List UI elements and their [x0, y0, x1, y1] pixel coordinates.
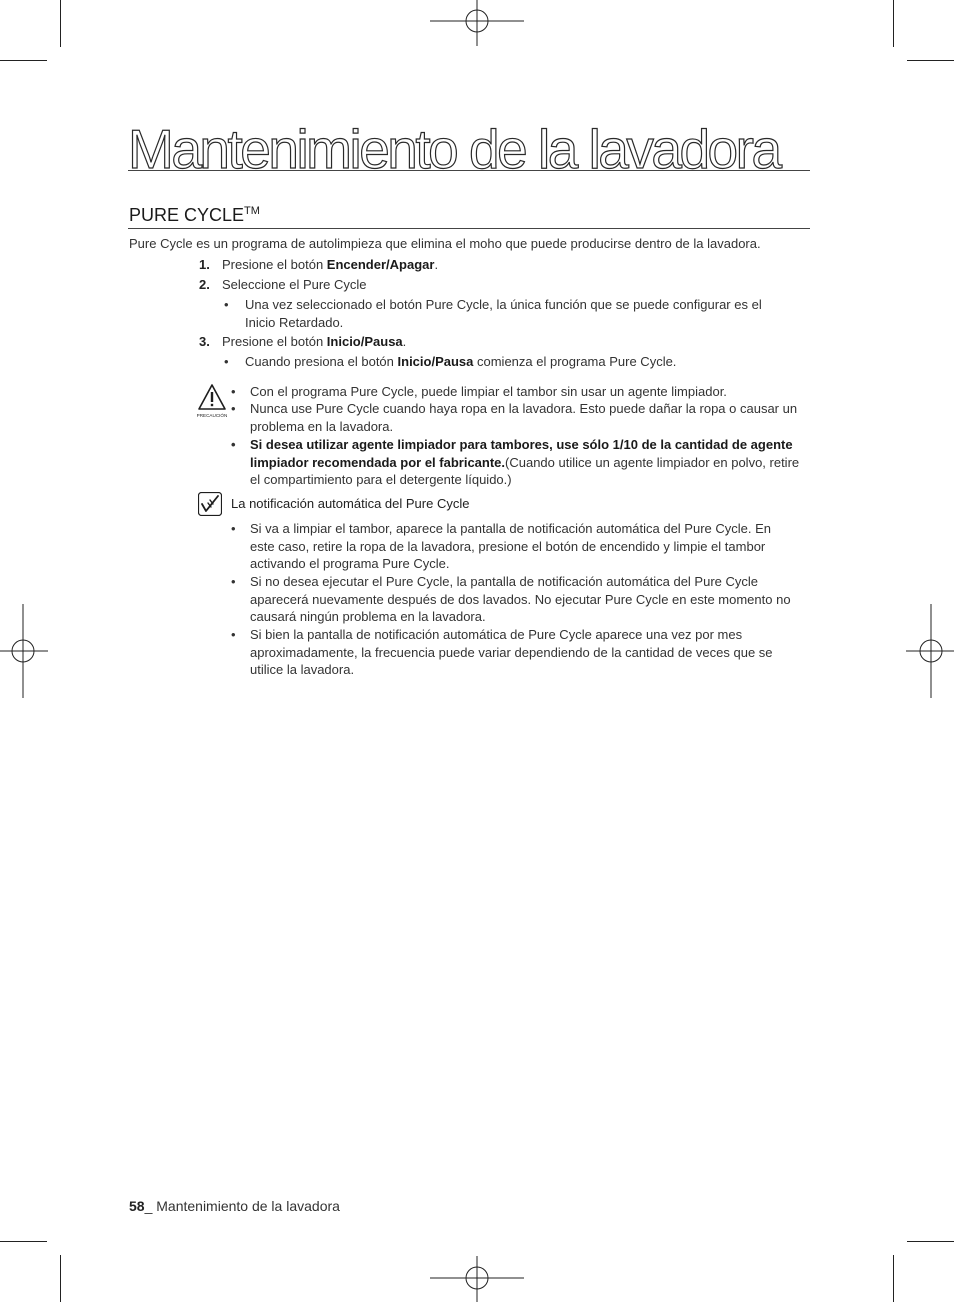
- crop-mark: [0, 60, 47, 61]
- note-bullet: Si bien la pantalla de notificación automática de Pure Cycle aparece una vez por mes aproximadamente, la frecuencia puede variar dependiendo de la cantidad de veces que se utilice la lavadora.: [250, 627, 773, 677]
- section-heading: [128, 204, 810, 229]
- step-number: 3.: [199, 334, 210, 349]
- crop-mark: [0, 1241, 47, 1242]
- page-number: 58: [129, 1198, 145, 1214]
- note-pencil-icon: [198, 492, 222, 516]
- bullet-dot: •: [231, 574, 236, 589]
- bullet-dot: •: [231, 437, 236, 452]
- crop-mark: [907, 60, 954, 61]
- trademark-mark: TM: [244, 205, 260, 217]
- step-number: 1.: [199, 257, 210, 272]
- bullet-dot: •: [224, 297, 229, 312]
- page-title: [128, 118, 810, 180]
- note-bullet: Si no desea ejecutar el Pure Cycle, la pantalla de notificación automática del Pure Cycle aparecerá nuevamente después de dos lavados. No ejecutar Pure Cycle en este momento no causará ningún problema en la lavadora.: [250, 574, 791, 624]
- caution-label: PRECAUCIÓN: [196, 413, 228, 418]
- page-footer: [129, 1198, 340, 1214]
- crop-mark: [60, 0, 61, 47]
- footer-text: _ Mantenimiento de la lavadora: [144, 1198, 340, 1214]
- registration-mark: [906, 604, 954, 698]
- step-text: Presione el botón Encender/Apagar.: [222, 257, 439, 272]
- warning-triangle-icon: [196, 382, 228, 422]
- step-bullet: Una vez seleccionado el botón Pure Cycle, la única función que se puede configurar es el Inicio Retardado.: [245, 297, 762, 330]
- caution-bullet: Nunca use Pure Cycle cuando haya ropa en la lavadora. Esto puede dañar la ropa o causar un problema en la lavadora.: [250, 401, 798, 434]
- bullet-dot: •: [231, 384, 236, 399]
- crop-mark: [893, 1255, 894, 1302]
- registration-mark: [430, 1256, 524, 1302]
- bullet-dot: •: [231, 401, 236, 416]
- step-text: Seleccione el Pure Cycle: [222, 277, 367, 292]
- bullet-dot: •: [224, 354, 229, 369]
- caution-bullet: Con el programa Pure Cycle, puede limpiar el tambor sin usar un agente limpiador.: [250, 384, 727, 399]
- step-number: 2.: [199, 277, 210, 292]
- bullet-dot: •: [231, 627, 236, 642]
- registration-mark: [0, 604, 48, 698]
- crop-mark: [60, 1255, 61, 1302]
- intro-paragraph: Pure Cycle es un programa de autolimpieza que elimina el moho que puede producirse dentro de la lavadora.: [129, 236, 761, 251]
- note-bullet: Si va a limpiar el tambor, aparece la pantalla de notificación automática del Pure Cycle. En este caso, retire la ropa de la lavadora, presione el botón de encendido y limpie el tambor activando el programa Pure Cycle.: [250, 521, 772, 571]
- bullet-dot: •: [231, 521, 236, 536]
- step-text: Presione el botón Inicio/Pausa.: [222, 334, 407, 349]
- registration-mark: [430, 0, 524, 46]
- page-title-text: Mantenimiento de la lavadora: [128, 118, 780, 180]
- caution-bullet-bold: Si desea utilizar agente limpiador para tambores, use sólo 1/10 de la cantidad de agente limpiador recomendada por el fabricante.(Cuando utilice un agente limpiador en polvo, retire el compartimiento para el detergente líquido.): [250, 437, 800, 487]
- step-bullet: Cuando presiona el botón Inicio/Pausa comienza el programa Pure Cycle.: [245, 354, 677, 369]
- section-heading-text: PURE CYCLE: [129, 205, 245, 225]
- note-title: La notificación automática del Pure Cycle: [231, 496, 470, 511]
- crop-mark: [893, 0, 894, 47]
- crop-mark: [907, 1241, 954, 1242]
